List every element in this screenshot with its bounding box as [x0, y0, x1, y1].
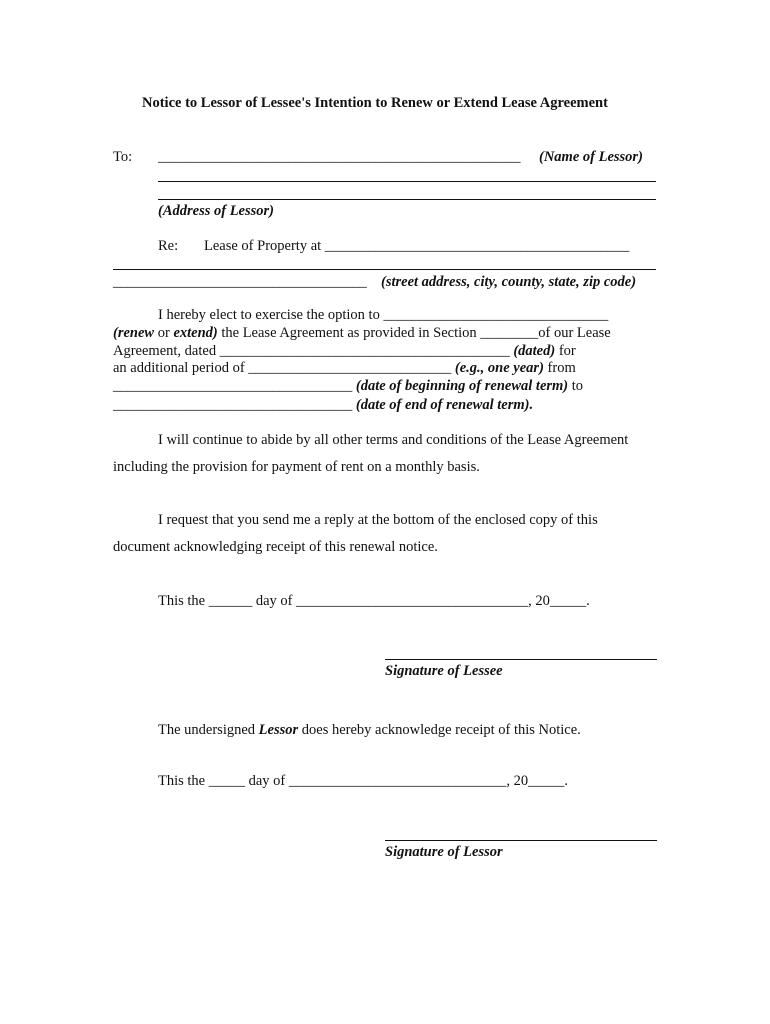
renew-text: (renew — [113, 325, 155, 341]
extend-text: extend) — [173, 325, 218, 341]
option-line-2-rest: the Lease Agreement as provided in Section ________of our Lease — [217, 325, 611, 341]
acknowledgment-line — [158, 721, 581, 739]
eg-one-year-label: (e.g., one year) — [454, 360, 544, 376]
ack-lessor: Lessor — [258, 722, 299, 738]
lessor-name-blank: __________________________________________________ — [158, 149, 521, 165]
option-line-6 — [113, 396, 533, 414]
ack-prefix: The undersigned — [158, 722, 259, 738]
option-line-4 — [113, 359, 576, 377]
to-label: To: — [113, 149, 133, 165]
option-line-5 — [113, 377, 583, 395]
for-text: for — [555, 343, 576, 359]
to-text: to — [568, 378, 584, 394]
beginning-date-label: (date of beginning of renewal term) — [355, 378, 569, 394]
abide-line-1: I will continue to abide by all other terms and conditions of the Lease Agreement — [158, 432, 629, 448]
or-text: or — [154, 325, 174, 341]
address-of-lessor-label: (Address of Lessor) — [158, 203, 274, 219]
dated-label: (dated) — [513, 343, 556, 359]
option-line-3 — [113, 342, 576, 360]
request-line-1: I request that you send me a reply at the bottom of the enclosed copy of this — [158, 512, 598, 528]
agreement-dated-text: Agreement, dated ________________________________________ — [113, 343, 514, 359]
signature-of-lessor-label: Signature of Lessor — [385, 844, 503, 860]
lessee-signature-line — [385, 659, 657, 660]
address-line-2 — [158, 199, 656, 200]
street-address-label: (street address, city, county, state, zip code) — [381, 274, 637, 290]
end-date-label: (date of end of renewal term). — [355, 397, 534, 413]
signature-of-lessee-label: Signature of Lessee — [385, 663, 503, 679]
request-line-2: document acknowledging receipt of this renewal notice. — [113, 539, 438, 555]
document-title: Notice to Lessor of Lessee's Intention to Renew or Extend Lease Agreement — [142, 95, 608, 111]
address-line-1 — [158, 181, 656, 182]
ack-suffix: does hereby acknowledge receipt of this Notice. — [298, 722, 581, 738]
lessor-signature-line — [385, 840, 657, 841]
lessor-date-line: This the _____ day of ______________________________, 20_____. — [158, 773, 569, 789]
from-text: from — [543, 360, 576, 376]
option-line-1: I hereby elect to exercise the option to _______________________________ — [158, 307, 609, 323]
additional-period-text: an additional period of ____________________________ — [113, 360, 455, 376]
lease-of-property-line: Lease of Property at __________________________________________ — [204, 238, 630, 254]
re-label: Re: — [158, 238, 179, 254]
property-address-line — [113, 269, 656, 270]
beginning-date-blank: _________________________________ — [113, 378, 356, 394]
option-line-2 — [113, 324, 611, 342]
lessee-date-line: This the ______ day of ________________________________, 20_____. — [158, 593, 590, 609]
street-address-blank: ___________________________________ — [113, 274, 367, 290]
abide-line-2: including the provision for payment of rent on a monthly basis. — [113, 459, 480, 475]
end-date-blank: _________________________________ — [113, 397, 356, 413]
name-of-lessor-label: (Name of Lessor) — [539, 149, 643, 165]
